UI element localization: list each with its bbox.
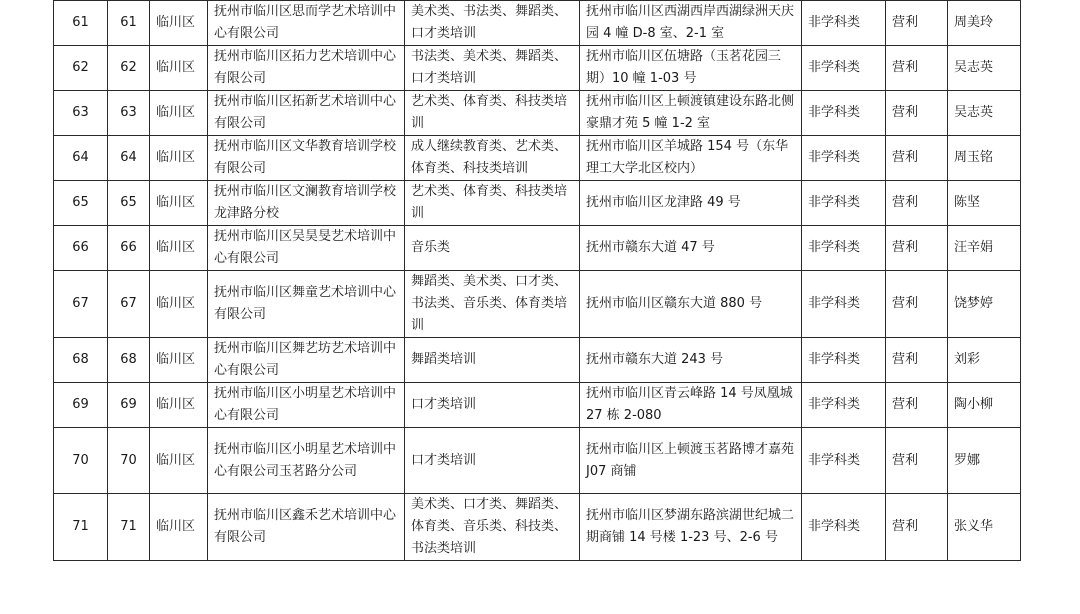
nature-cell: 营利: [886, 136, 948, 181]
row-seq-cell: 67: [54, 271, 108, 338]
institution-name-cell: 抚州市临川区小明星艺术培训中心有限公司: [208, 383, 405, 428]
nature-cell: 营利: [886, 494, 948, 561]
district-cell: 临川区: [150, 1, 208, 46]
legal-person-cell: 汪辛娟: [948, 226, 1021, 271]
address-cell: 抚州市临川区龙津路 49 号: [580, 181, 802, 226]
nature-cell: 营利: [886, 338, 948, 383]
address-cell: 抚州市临川区青云峰路 14 号凤凰城 27 栋 2-080: [580, 383, 802, 428]
row-seq-cell: 69: [54, 383, 108, 428]
district-cell: 临川区: [150, 428, 208, 494]
district-cell: 临川区: [150, 383, 208, 428]
row-seq-cell: 64: [54, 136, 108, 181]
category-cell: 非学科类: [802, 338, 886, 383]
category-cell: 非学科类: [802, 91, 886, 136]
category-cell: 非学科类: [802, 46, 886, 91]
address-cell: 抚州市临川区赣东大道 880 号: [580, 271, 802, 338]
institution-name-cell: 抚州市临川区文华教育培训学校有限公司: [208, 136, 405, 181]
training-scope-cell: 美术类、书法类、舞蹈类、口才类培训: [405, 1, 580, 46]
district-cell: 临川区: [150, 338, 208, 383]
training-scope-cell: 艺术类、体育类、科技类培训: [405, 91, 580, 136]
address-cell: 抚州市临川区上顿渡镇建设东路北侧豪鼎才苑 5 幢 1-2 室: [580, 91, 802, 136]
legal-person-cell: 陈坚: [948, 181, 1021, 226]
table-row: [54, 1, 1021, 46]
table-row: [54, 428, 1021, 494]
category-cell: 非学科类: [802, 1, 886, 46]
training-scope-cell: 音乐类: [405, 226, 580, 271]
address-cell: 抚州市赣东大道 243 号: [580, 338, 802, 383]
table-row: [54, 338, 1021, 383]
training-scope-cell: 书法类、美术类、舞蹈类、口才类培训: [405, 46, 580, 91]
table-row: [54, 46, 1021, 91]
institution-name-cell: 抚州市临川区思而学艺术培训中心有限公司: [208, 1, 405, 46]
table-row: [54, 136, 1021, 181]
row-seq-cell: 61: [54, 1, 108, 46]
row-seq-cell: 71: [54, 494, 108, 561]
category-cell: 非学科类: [802, 271, 886, 338]
district-cell: 临川区: [150, 271, 208, 338]
category-cell: 非学科类: [802, 181, 886, 226]
district-cell: 临川区: [150, 46, 208, 91]
legal-person-cell: 张义华: [948, 494, 1021, 561]
category-cell: 非学科类: [802, 226, 886, 271]
row-number-cell: 62: [108, 46, 150, 91]
address-cell: 抚州市临川区伍塘路（玉茗花园三期）10 幢 1-03 号: [580, 46, 802, 91]
row-seq-cell: 70: [54, 428, 108, 494]
training-scope-cell: 艺术类、体育类、科技类培训: [405, 181, 580, 226]
row-number-cell: 71: [108, 494, 150, 561]
row-number-cell: 61: [108, 1, 150, 46]
training-scope-cell: 成人继续教育类、艺术类、体育类、科技类培训: [405, 136, 580, 181]
address-cell: 抚州市临川区西湖西岸西湖绿洲天庆园 4 幢 D-8 室、2-1 室: [580, 1, 802, 46]
table-body: [54, 1, 1021, 561]
institution-table-page: [53, 0, 1020, 561]
address-cell: 抚州市赣东大道 47 号: [580, 226, 802, 271]
table-row: [54, 383, 1021, 428]
table-row: [54, 226, 1021, 271]
row-number-cell: 69: [108, 383, 150, 428]
district-cell: 临川区: [150, 181, 208, 226]
table-row: [54, 494, 1021, 561]
district-cell: 临川区: [150, 136, 208, 181]
row-seq-cell: 65: [54, 181, 108, 226]
institution-name-cell: 抚州市临川区舞童艺术培训中心有限公司: [208, 271, 405, 338]
table-row: [54, 271, 1021, 338]
institution-name-cell: 抚州市临川区吴昊旻艺术培训中心有限公司: [208, 226, 405, 271]
row-seq-cell: 62: [54, 46, 108, 91]
institution-name-cell: 抚州市临川区拓力艺术培训中心有限公司: [208, 46, 405, 91]
category-cell: 非学科类: [802, 383, 886, 428]
institution-name-cell: 抚州市临川区舞艺坊艺术培训中心有限公司: [208, 338, 405, 383]
training-scope-cell: 口才类培训: [405, 428, 580, 494]
institution-name-cell: 抚州市临川区鑫禾艺术培训中心有限公司: [208, 494, 405, 561]
category-cell: 非学科类: [802, 136, 886, 181]
row-number-cell: 64: [108, 136, 150, 181]
institution-name-cell: 抚州市临川区文澜教育培训学校龙津路分校: [208, 181, 405, 226]
address-cell: 抚州市临川区梦湖东路滨湖世纪城二期商铺 14 号楼 1-23 号、2-6 号: [580, 494, 802, 561]
address-cell: 抚州市临川区上顿渡玉茗路博才嘉苑 J07 商铺: [580, 428, 802, 494]
legal-person-cell: 吴志英: [948, 91, 1021, 136]
training-scope-cell: 口才类培训: [405, 383, 580, 428]
legal-person-cell: 刘彩: [948, 338, 1021, 383]
training-scope-cell: 美术类、口才类、舞蹈类、体育类、音乐类、科技类、书法类培训: [405, 494, 580, 561]
address-cell: 抚州市临川区羊城路 154 号（东华理工大学北区校内）: [580, 136, 802, 181]
institution-table: [53, 0, 1021, 561]
district-cell: 临川区: [150, 494, 208, 561]
nature-cell: 营利: [886, 428, 948, 494]
row-number-cell: 63: [108, 91, 150, 136]
training-scope-cell: 舞蹈类培训: [405, 338, 580, 383]
row-seq-cell: 68: [54, 338, 108, 383]
nature-cell: 营利: [886, 383, 948, 428]
legal-person-cell: 饶梦婷: [948, 271, 1021, 338]
row-number-cell: 66: [108, 226, 150, 271]
legal-person-cell: 陶小柳: [948, 383, 1021, 428]
nature-cell: 营利: [886, 271, 948, 338]
legal-person-cell: 罗娜: [948, 428, 1021, 494]
training-scope-cell: 舞蹈类、美术类、口才类、书法类、音乐类、体育类培训: [405, 271, 580, 338]
nature-cell: 营利: [886, 181, 948, 226]
category-cell: 非学科类: [802, 494, 886, 561]
row-number-cell: 68: [108, 338, 150, 383]
nature-cell: 营利: [886, 91, 948, 136]
institution-name-cell: 抚州市临川区拓新艺术培训中心有限公司: [208, 91, 405, 136]
row-seq-cell: 66: [54, 226, 108, 271]
legal-person-cell: 周美玲: [948, 1, 1021, 46]
district-cell: 临川区: [150, 91, 208, 136]
row-number-cell: 67: [108, 271, 150, 338]
row-number-cell: 65: [108, 181, 150, 226]
table-row: [54, 91, 1021, 136]
legal-person-cell: 吴志英: [948, 46, 1021, 91]
nature-cell: 营利: [886, 46, 948, 91]
table-row: [54, 181, 1021, 226]
category-cell: 非学科类: [802, 428, 886, 494]
row-seq-cell: 63: [54, 91, 108, 136]
nature-cell: 营利: [886, 1, 948, 46]
legal-person-cell: 周玉铭: [948, 136, 1021, 181]
row-number-cell: 70: [108, 428, 150, 494]
nature-cell: 营利: [886, 226, 948, 271]
district-cell: 临川区: [150, 226, 208, 271]
institution-name-cell: 抚州市临川区小明星艺术培训中心有限公司玉茗路分公司: [208, 428, 405, 494]
